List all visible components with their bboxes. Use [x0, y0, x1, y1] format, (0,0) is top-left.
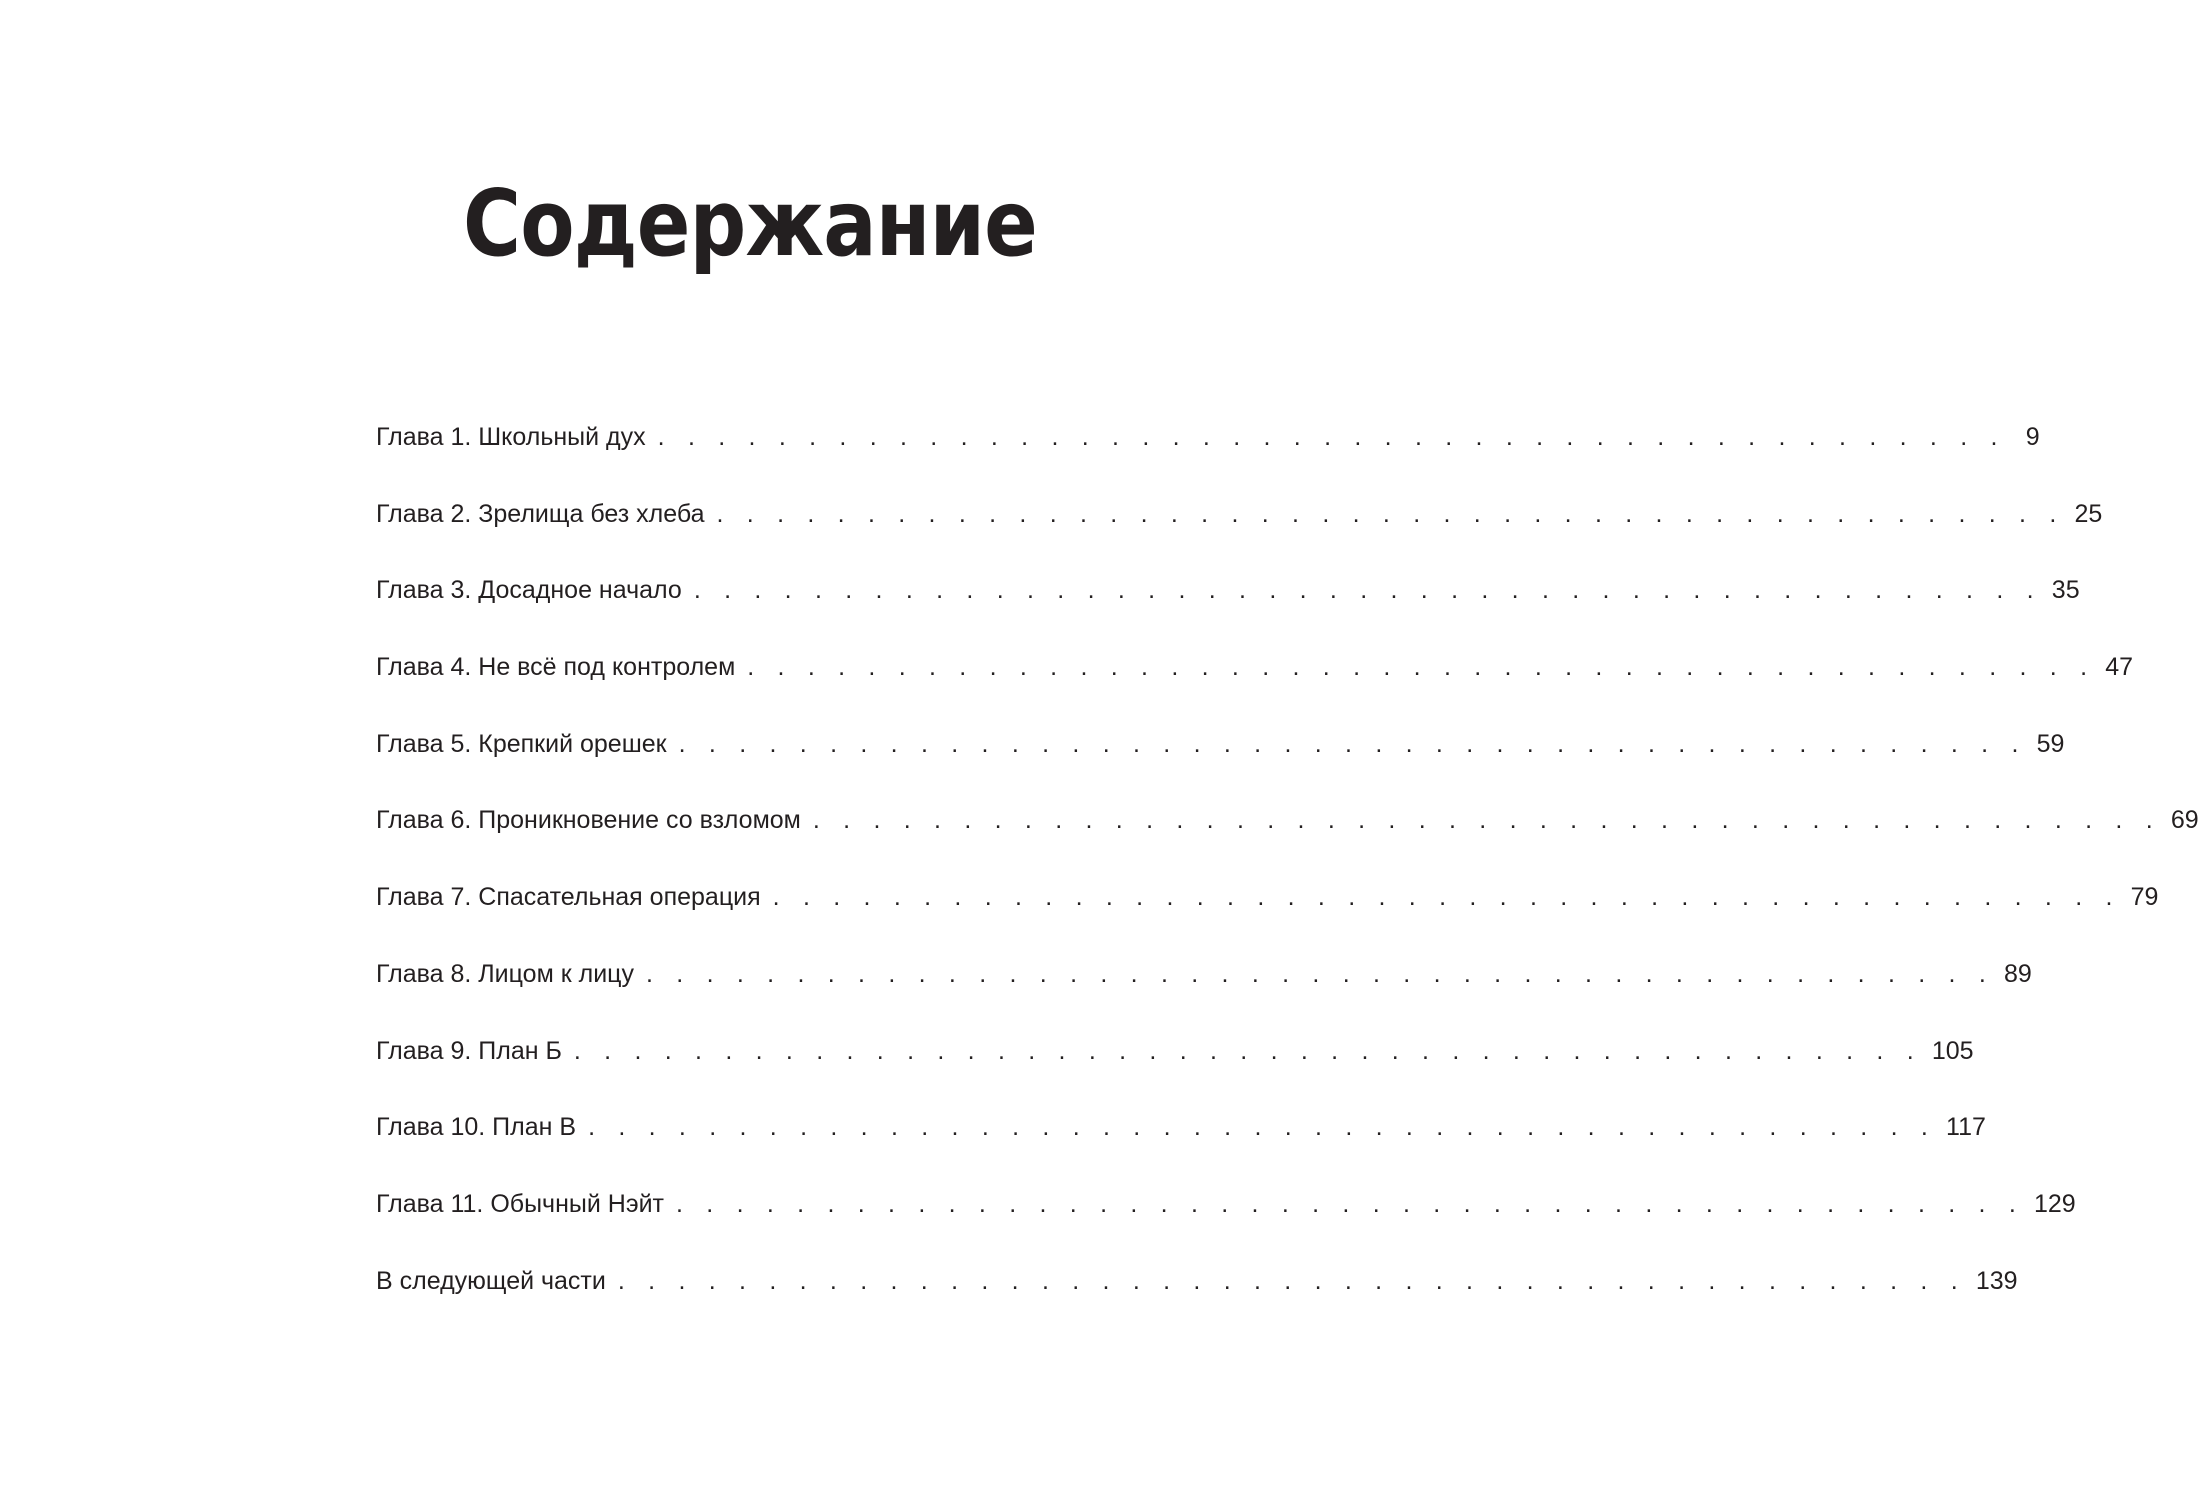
toc-entry — [376, 494, 2103, 571]
dot-leader: . . . . . . . . . . . . . . . . . . . . . . . . . . . . . . . . . . . . . . . . . . . . . — [657, 423, 2006, 451]
dot-leader: . . . . . . . . . . . . . . . . . . . . . . . . . . . . . . . . . . . . . . . . . . . . . — [772, 883, 2121, 912]
toc-entry — [376, 1031, 1974, 1108]
dot-leader: . . . . . . . . . . . . . . . . . . . . . . . . . . . . . . . . . . . . . . . . . . . . . — [693, 576, 2042, 605]
toc-entry — [376, 1261, 2018, 1338]
toc-entry-page: 89 — [2003, 959, 2032, 988]
toc-entry — [376, 1107, 1986, 1184]
toc-entry-label: Глава 7. Спасательная операция — [376, 883, 761, 912]
toc-entry-page: 9 — [2025, 423, 2040, 451]
dot-leader: . . . . . . . . . . . . . . . . . . . . . . . . . . . . . . . . . . . . . . . . . . . . . — [617, 1266, 1966, 1295]
toc-entry-label: В следующей части — [376, 1266, 606, 1295]
toc-entry-label: Глава 4. Не всё под контролем — [376, 653, 736, 682]
toc-entry — [376, 647, 2134, 724]
dot-leader: . . . . . . . . . . . . . . . . . . . . . . . . . . . . . . . . . . . . . . . . . . . . . — [588, 1113, 1937, 1142]
page-title: Содержание — [463, 170, 1037, 277]
dot-leader: . . . . . . . . . . . . . . . . . . . . . . . . . . . . . . . . . . . . . . . . . . . . . — [573, 1036, 1922, 1065]
toc-entry-page: 79 — [2130, 883, 2159, 912]
toc-entry-page: 35 — [2051, 576, 2080, 605]
toc-entry-page: 69 — [2170, 806, 2199, 835]
dot-leader: . . . . . . . . . . . . . . . . . . . . . . . . . . . . . . . . . . . . . . . . . . . . . — [645, 959, 1994, 988]
toc-entry-page: 117 — [1946, 1113, 1986, 1142]
toc-entry — [376, 954, 2032, 1031]
toc-entry-page: 129 — [2033, 1189, 2076, 1218]
toc-entry-label: Глава 11. Обычный Нэйт — [376, 1189, 664, 1218]
toc-entry-label: Глава 2. Зрелища без хлеба — [376, 499, 705, 528]
dot-leader: . . . . . . . . . . . . . . . . . . . . . . . . . . . . . . . . . . . . . . . . . . . . . — [678, 729, 2027, 758]
toc-entry-page: 105 — [1931, 1036, 1974, 1065]
toc-entry — [376, 417, 2040, 494]
table-of-contents — [376, 417, 2199, 1337]
dot-leader: . . . . . . . . . . . . . . . . . . . . . . . . . . . . . . . . . . . . . . . . . . . . . — [716, 499, 2065, 528]
toc-entry-page: 25 — [2074, 499, 2103, 528]
toc-entry-page: 59 — [2036, 729, 2065, 758]
dot-leader: . . . . . . . . . . . . . . . . . . . . . . . . . . . . . . . . . . . . . . . . . . . . . — [747, 653, 2096, 682]
toc-entry-label: Глава 8. Лицом к лицу — [376, 959, 634, 988]
toc-entry-label: Глава 1. Школьный дух — [376, 423, 646, 451]
toc-entry-page: 139 — [1975, 1266, 2018, 1295]
toc-entry-label: Глава 10. План В — [376, 1113, 577, 1142]
toc-entry — [376, 800, 2199, 877]
toc-entry-label: Глава 6. Проникновение со взломом — [376, 806, 801, 835]
toc-entry — [376, 724, 2065, 801]
toc-entry — [376, 570, 2080, 647]
dot-leader: . . . . . . . . . . . . . . . . . . . . . . . . . . . . . . . . . . . . . . . . . . . . . — [812, 806, 2161, 835]
toc-entry-label: Глава 9. План Б — [376, 1036, 562, 1065]
toc-entry-page: 47 — [2105, 653, 2134, 682]
toc-entry — [376, 877, 2159, 954]
toc-entry-label: Глава 5. Крепкий орешек — [376, 729, 667, 758]
dot-leader: . . . . . . . . . . . . . . . . . . . . . . . . . . . . . . . . . . . . . . . . . . . . . — [676, 1189, 2024, 1218]
toc-entry-label: Глава 3. Досадное начало — [376, 576, 682, 605]
toc-entry — [376, 1184, 2076, 1261]
